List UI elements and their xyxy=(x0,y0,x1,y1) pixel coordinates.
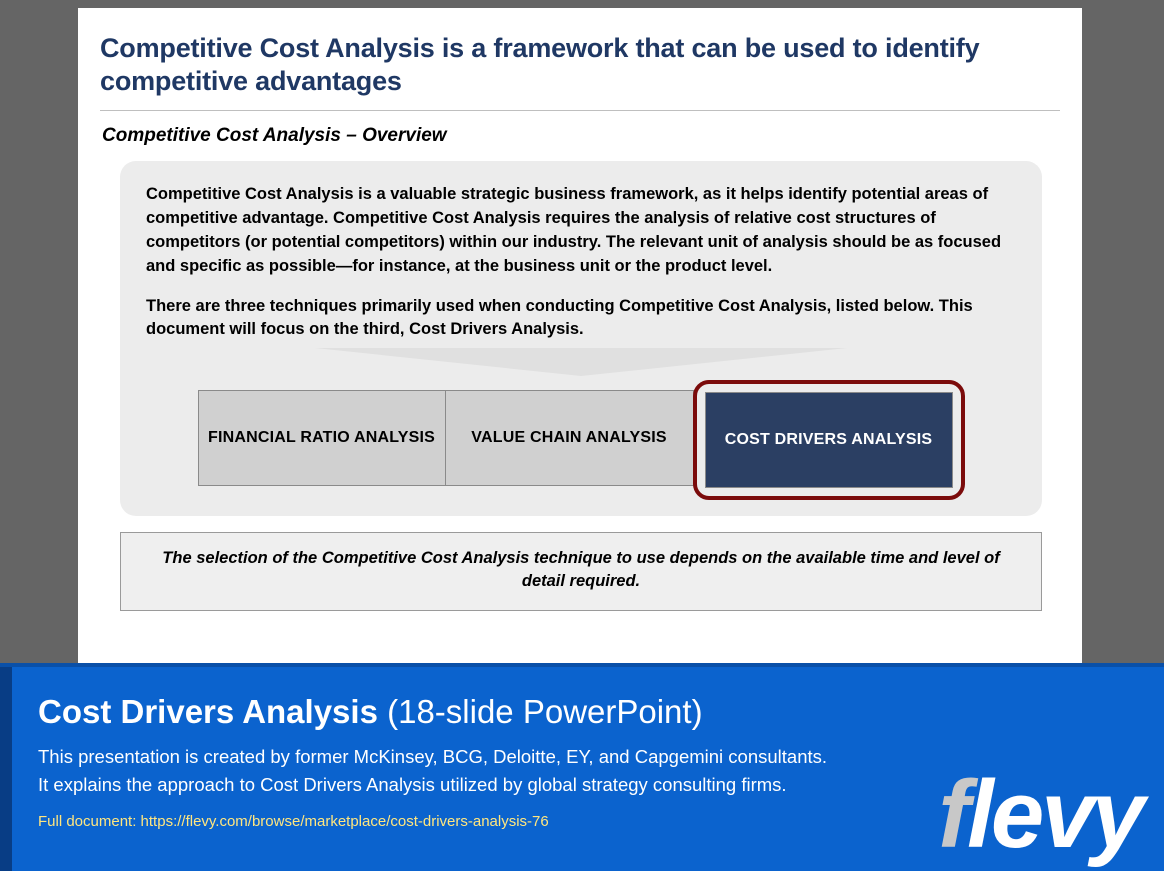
selection-callout: The selection of the Competitive Cost Analysis technique to use depends on the available time and level of detail required. xyxy=(120,532,1042,611)
overview-panel xyxy=(120,161,1042,517)
flevy-logo-text: levy xyxy=(967,761,1142,868)
technique-label: FINANCIAL RATIO ANALYSIS xyxy=(207,429,436,446)
banner-title-suffix: (18-slide PowerPoint) xyxy=(377,693,703,730)
slide-canvas xyxy=(78,8,1082,663)
overview-paragraph-1: Competitive Cost Analysis is a valuable strategic business framework, as it helps identify potential areas of competitive advantage. Competitive Cost Analysis requires the analysis of relative cost structures of competitors (or potential competitors) within our industry. The relevant unit of analysis should be as focused and specific as possible—for instance, at the business unit or the product level. xyxy=(146,184,1002,275)
technique-label: VALUE CHAIN ANALYSIS xyxy=(471,429,667,446)
flevy-logo-f: f xyxy=(938,761,968,868)
banner-title-main: Cost Drivers Analysis xyxy=(38,693,378,730)
banner-document-link[interactable]: Full document: https://flevy.com/browse/marketplace/cost-drivers-analysis-76 xyxy=(38,812,549,830)
flevy-banner xyxy=(0,663,1164,871)
technique-box-group xyxy=(146,390,1016,490)
title-divider xyxy=(100,110,1060,111)
banner-content xyxy=(0,667,1164,830)
section-label: Competitive Cost Analysis – Overview xyxy=(102,124,447,146)
chevron-banner xyxy=(146,348,1016,384)
technique-box-cost-drivers-analysis[interactable] xyxy=(705,392,953,488)
chevron-down-icon xyxy=(315,348,847,376)
banner-description: This presentation is created by former McKinsey, BCG, Deloitte, EY, and Capgemini consultants. It explains the approach to Cost Drivers Analysis utilized by global strategy consulting firms. xyxy=(38,746,828,795)
selected-technique-highlight-ring xyxy=(693,380,965,500)
slide-content xyxy=(78,8,1082,611)
overview-paragraph-2: There are three techniques primarily used when conducting Competitive Cost Analysis, listed below. This document will focus on the third, Cost Drivers Analysis. xyxy=(146,296,973,339)
banner-title xyxy=(38,693,1134,731)
technique-label: COST DRIVERS ANALYSIS xyxy=(724,431,933,448)
page-title: Competitive Cost Analysis is a framework that can be used to identify competitive advantages xyxy=(100,33,980,96)
technique-box-value-chain-analysis[interactable] xyxy=(446,390,694,486)
technique-box-financial-ratio-analysis[interactable] xyxy=(198,390,446,486)
